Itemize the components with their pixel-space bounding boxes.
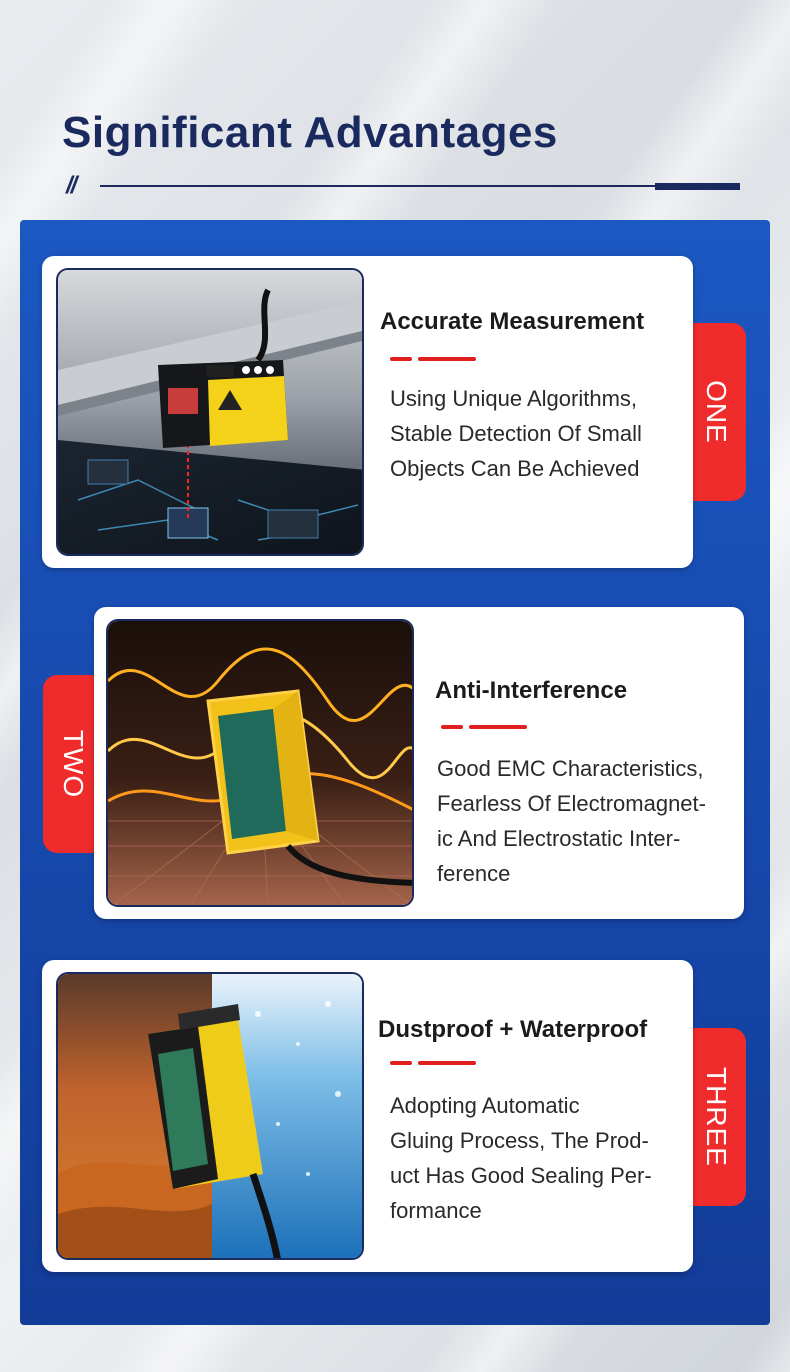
title-dash-short [390, 357, 412, 361]
description-line: Good EMC Characteristics, [437, 756, 704, 781]
feature-description-two [437, 751, 706, 891]
feature-card-two [94, 607, 744, 919]
description-line: formance [390, 1198, 482, 1223]
laser-sensor-over-circuit-board-image [56, 268, 364, 556]
feature-card-one [42, 256, 693, 568]
title-underline-accent [655, 183, 740, 190]
feature-title-three: Dustproof + Waterproof [378, 1016, 648, 1043]
title-dash-long [469, 725, 527, 729]
description-line: Adopting Automatic [390, 1093, 580, 1118]
description-line: Fearless Of Electromagnet- [437, 791, 706, 816]
title-dash-short [390, 1061, 412, 1065]
description-line: Objects Can Be Achieved [390, 456, 640, 481]
tab-one-label: ONE [701, 380, 732, 444]
tab-two-label: TWO [58, 729, 89, 799]
title-slashes: // [66, 172, 76, 199]
sensor-with-electric-waves-image [106, 619, 414, 907]
sensor-desert-and-water-image [56, 972, 364, 1260]
page-title: Significant Advantages [62, 108, 558, 157]
description-line: Stable Detection Of Small [390, 421, 642, 446]
description-line: ference [437, 861, 511, 886]
feature-description-one [390, 381, 642, 486]
title-dash-short [441, 725, 463, 729]
feature-title-one: Accurate Measurement [380, 308, 645, 335]
feature-title-two: Anti-Interference [435, 677, 628, 704]
feature-card-three [42, 960, 693, 1272]
feature-description-three [390, 1088, 652, 1228]
title-underline [100, 185, 660, 187]
description-line: uct Has Good Sealing Per- [390, 1163, 652, 1188]
description-line: ic And Electrostatic Inter- [437, 826, 681, 851]
description-line: Using Unique Algorithms, [390, 386, 638, 411]
title-dash-long [418, 1061, 476, 1065]
tab-three [686, 1028, 746, 1206]
title-dash-long [418, 357, 476, 361]
description-line: Gluing Process, The Prod- [390, 1128, 649, 1153]
tab-one [686, 323, 746, 501]
tab-three-label: THREE [701, 1067, 732, 1167]
